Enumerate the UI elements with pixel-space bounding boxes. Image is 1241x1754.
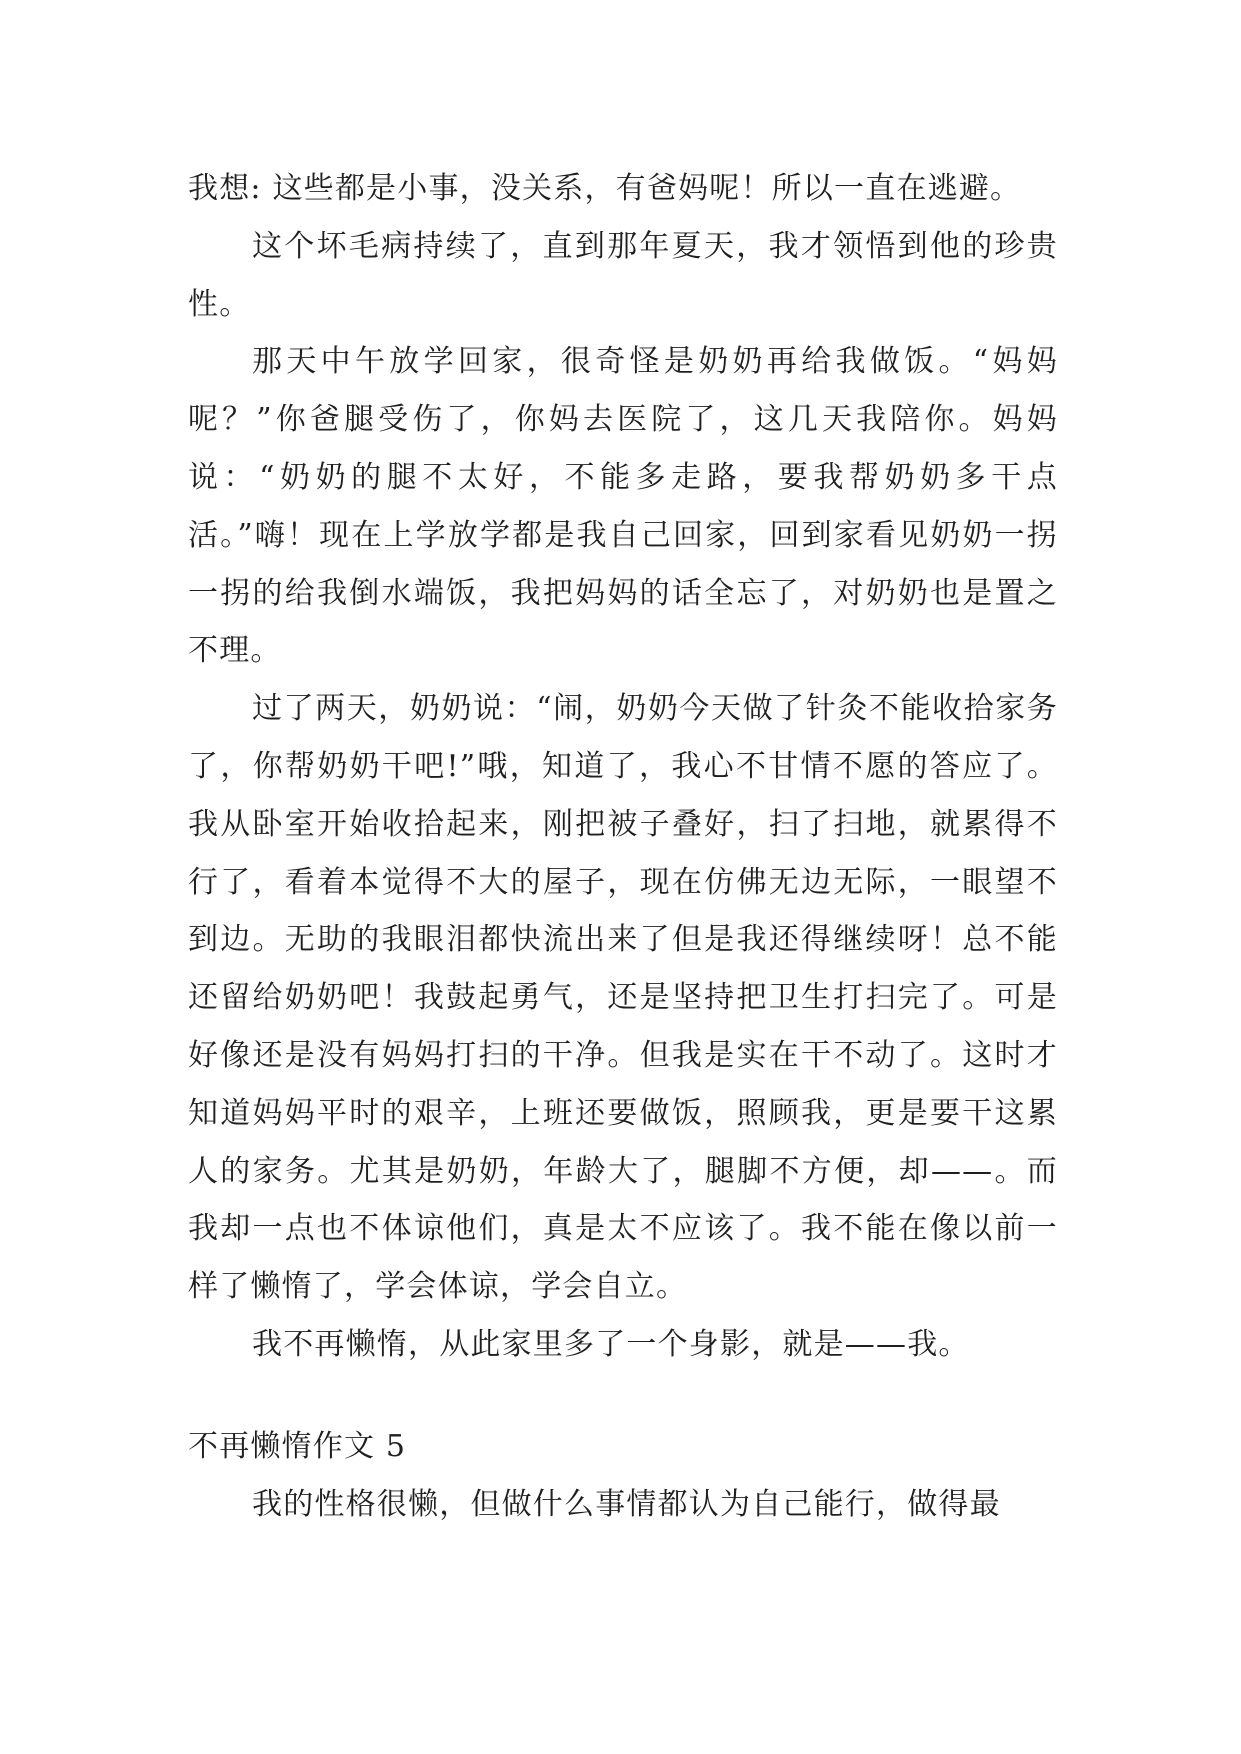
paragraph-1: 我想: 这些都是小事，没关系，有爸妈呢！所以一直在逃避。 [188,171,1022,206]
document-body [188,160,1058,1533]
paragraph-5: 我不再懒惰，从此家里多了一个身影，就是——我。 [252,1326,970,1362]
section-title: 不再懒惰作文 5 [188,1428,407,1464]
section-paragraph-1: 我的性格很懒，但做什么事情都认为自己能行，做得最 [252,1486,1001,1522]
paragraph-3: 那天中午放学回家，很奇怪是奶奶再给我做饭。“妈妈呢？”你爸腿受伤了，你妈去医院了，这几天我陪你。妈妈说：“奶奶的腿不太好，不能多走路，要我帮奶奶多干点活。”嗨！现在上学放学都是我自己回家，回到家看见奶奶一拐一拐的给我倒水端饭，我把妈妈的话全忘了，对奶奶也是置之不理。 [188,344,1058,669]
paragraph-4: 过了两天，奶奶说：“闹，奶奶今天做了针灸不能收拾家务了，你帮奶奶干吧!”哦，知道了，我心不甘情不愿的答应了。我从卧室开始收拾起来，刚把被子叠好，扫了扫地，就累得不行了，看着本觉得不大的屋子，现在仿佛无边无际，一眼望不到边。无助的我眼泪都快流出来了但是我还得继续呀！总不能还留给奶奶吧！我鼓起勇气，还是坚持把卫生打扫完了。可是好像还是没有妈妈打扫的干净。但我是实在干不动了。这时才知道妈妈平时的艰辛，上班还要做饭，照顾我，更是要干这累人的家务。尤其是奶奶，年龄大了，腿脚不方便，却——。而我却一点也不体谅他们，真是太不应该了。我不能在像以前一样了懒惰了，学会体谅，学会自立。 [188,691,1058,1305]
paragraph-2: 这个坏毛病持续了，直到那年夏天，我才领悟到他的珍贵性。 [188,228,1058,322]
